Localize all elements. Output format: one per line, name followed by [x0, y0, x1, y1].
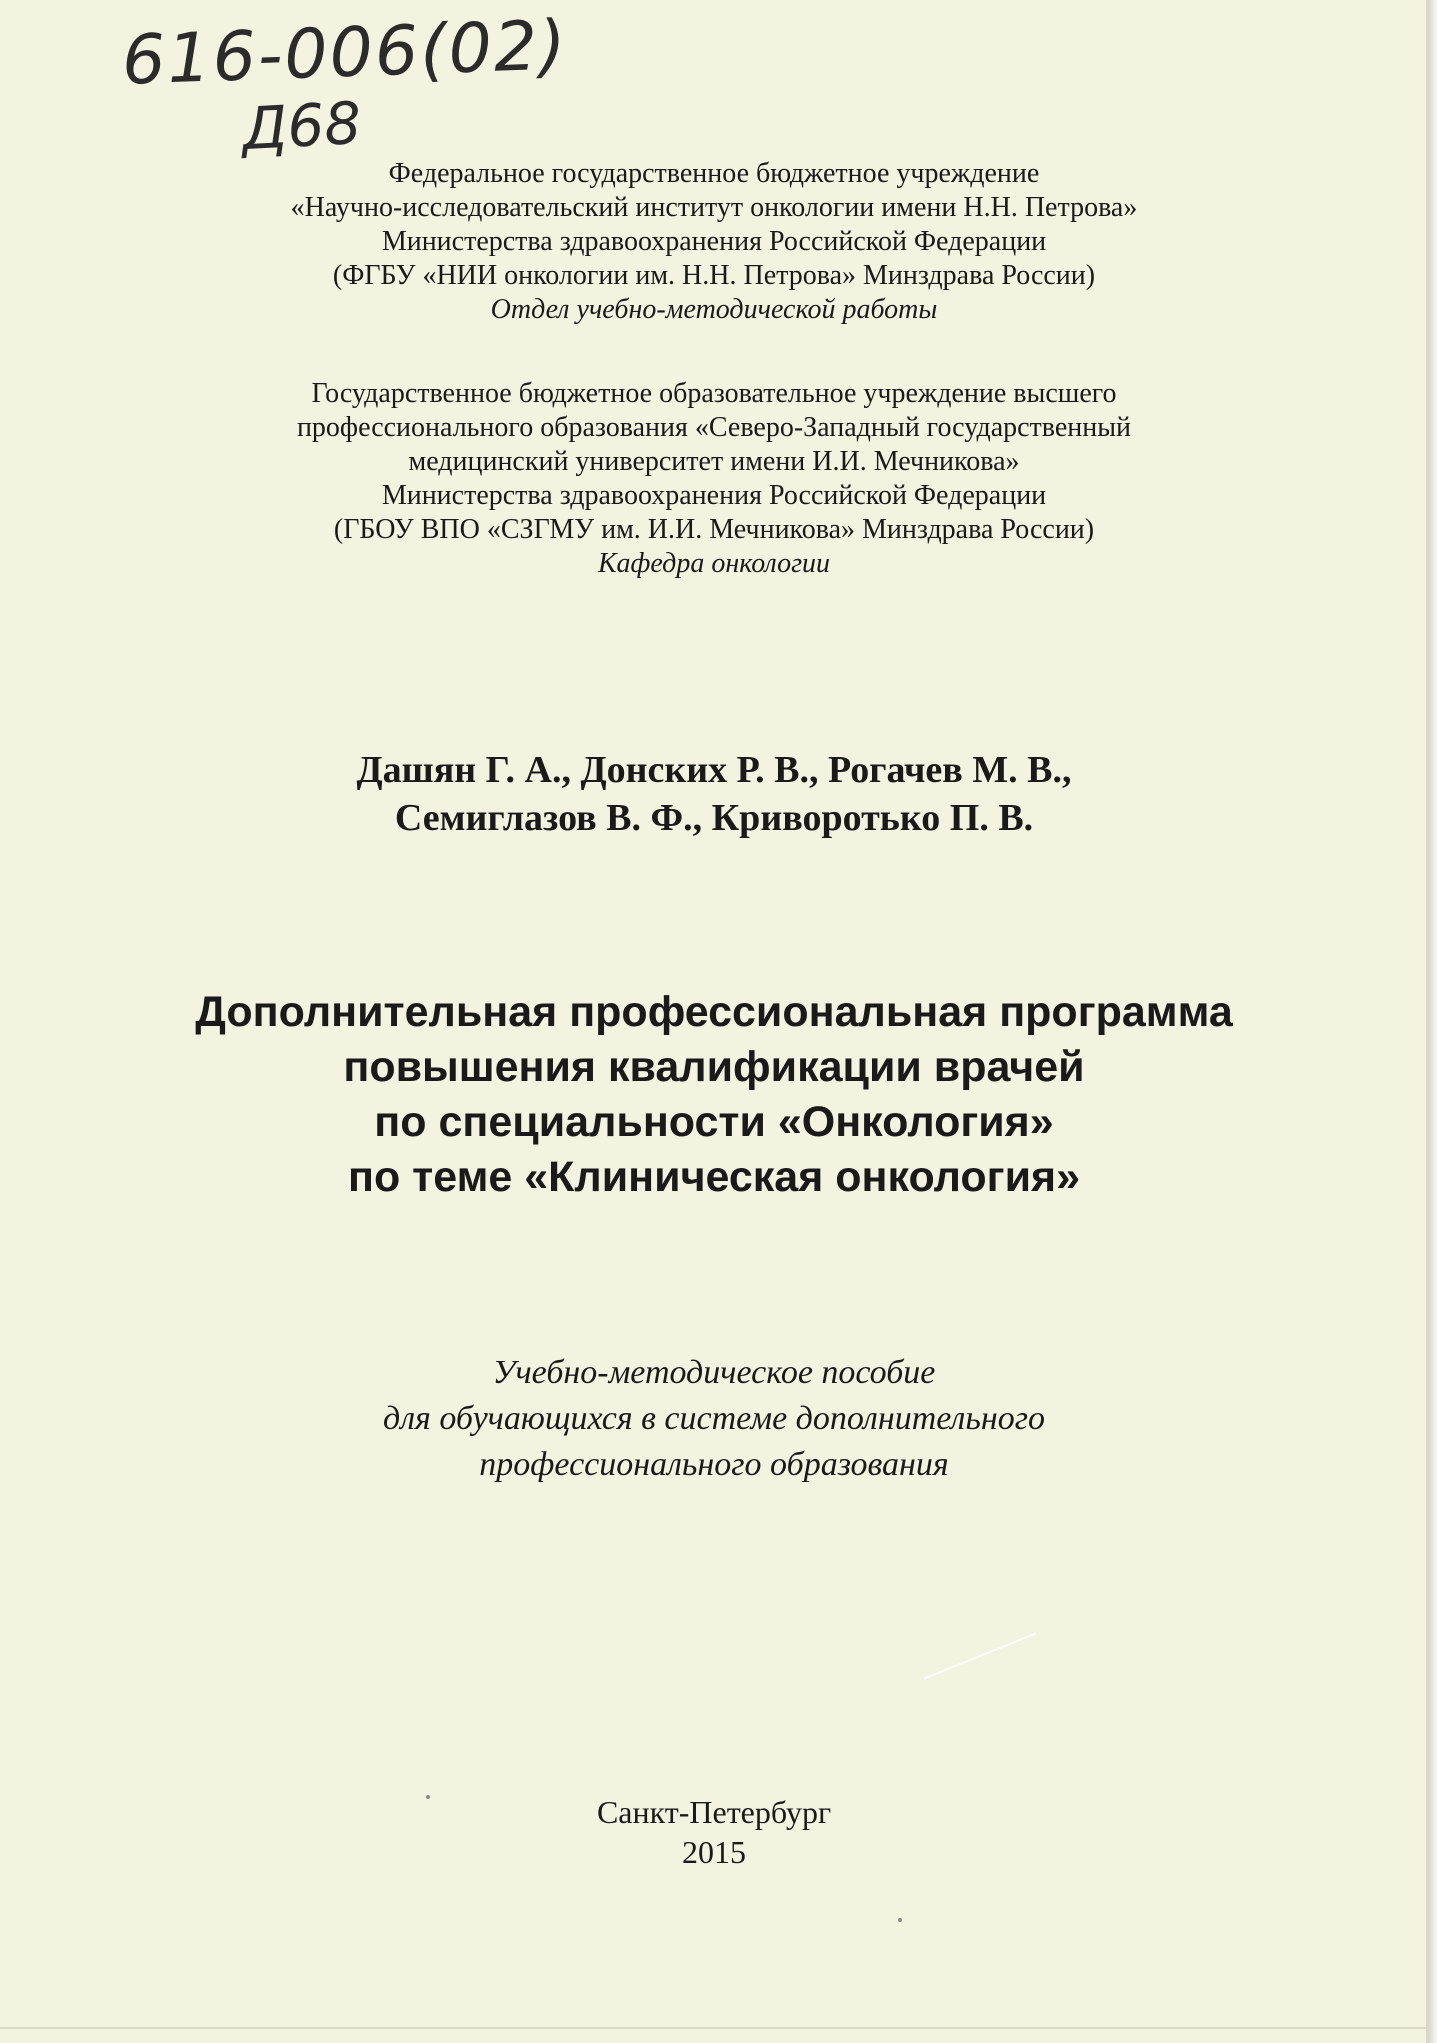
page-bottom-edge	[0, 2027, 1428, 2029]
title-line: повышения квалификации врачей	[343, 1043, 1085, 1091]
paper-scratch	[924, 1633, 1036, 1680]
document-subtitle	[0, 1350, 1428, 1488]
institution-1-line: Федеральное государственное бюджетное учреждение	[388, 158, 1040, 189]
title-line: по теме «Клиническая онкология»	[347, 1153, 1081, 1201]
subtitle-line: профессионального образования	[479, 1446, 949, 1483]
authors-line: Дашян Г. А., Донских Р. В., Рогачев М. В.,	[356, 749, 1072, 791]
institution-2-line: (ГБОУ ВПО «СЗГМУ им. И.И. Мечникова» Минздрава России)	[333, 514, 1095, 545]
authors-block	[0, 746, 1428, 842]
imprint-city: Санкт-Петербург	[596, 1794, 832, 1830]
institution-2-block	[0, 377, 1428, 581]
page-spine-edge	[1428, 0, 1452, 2043]
institution-1-line: Министерства здравоохранения Российской Федерации	[381, 226, 1047, 257]
title-line: Дополнительная профессиональная программа	[195, 988, 1233, 1036]
title-line: по специальности «Онкология»	[374, 1098, 1054, 1146]
imprint-year: 2015	[682, 1834, 746, 1870]
institution-2-line: медицинский университет имени И.И. Мечникова»	[408, 446, 1020, 477]
handwritten-author-mark: Д68	[240, 88, 363, 164]
subtitle-line: Учебно-методическое пособие	[492, 1354, 936, 1391]
institution-1-block	[0, 157, 1428, 327]
institution-1-department: Отдел учебно-методической работы	[490, 294, 938, 325]
institution-1-line: (ФГБУ «НИИ онкологии им. Н.Н. Петрова» Минздрава России)	[332, 260, 1096, 291]
document-title	[0, 985, 1428, 1205]
institution-2-line: Государственное бюджетное образовательное учреждение высшего	[311, 378, 1117, 409]
paper-speck	[426, 1795, 430, 1799]
handwritten-catalog-mark	[120, 6, 569, 164]
institution-2-line: профессионального образования «Северо-Западный государственный	[296, 412, 1132, 443]
handwritten-classification-code: 616-006(02)	[120, 6, 569, 101]
imprint-block	[0, 1792, 1428, 1872]
subtitle-line: для обучающихся в системе дополнительного	[383, 1400, 1045, 1437]
institution-2-department: Кафедра онкологии	[597, 548, 831, 579]
institution-1-line: «Научно-исследовательский институт онкологии имени Н.Н. Петрова»	[290, 192, 1138, 223]
authors-line: Семиглазов В. Ф., Криворотько П. В.	[394, 797, 1034, 839]
paper-speck	[898, 1918, 902, 1922]
institution-2-line: Министерства здравоохранения Российской Федерации	[381, 480, 1047, 511]
